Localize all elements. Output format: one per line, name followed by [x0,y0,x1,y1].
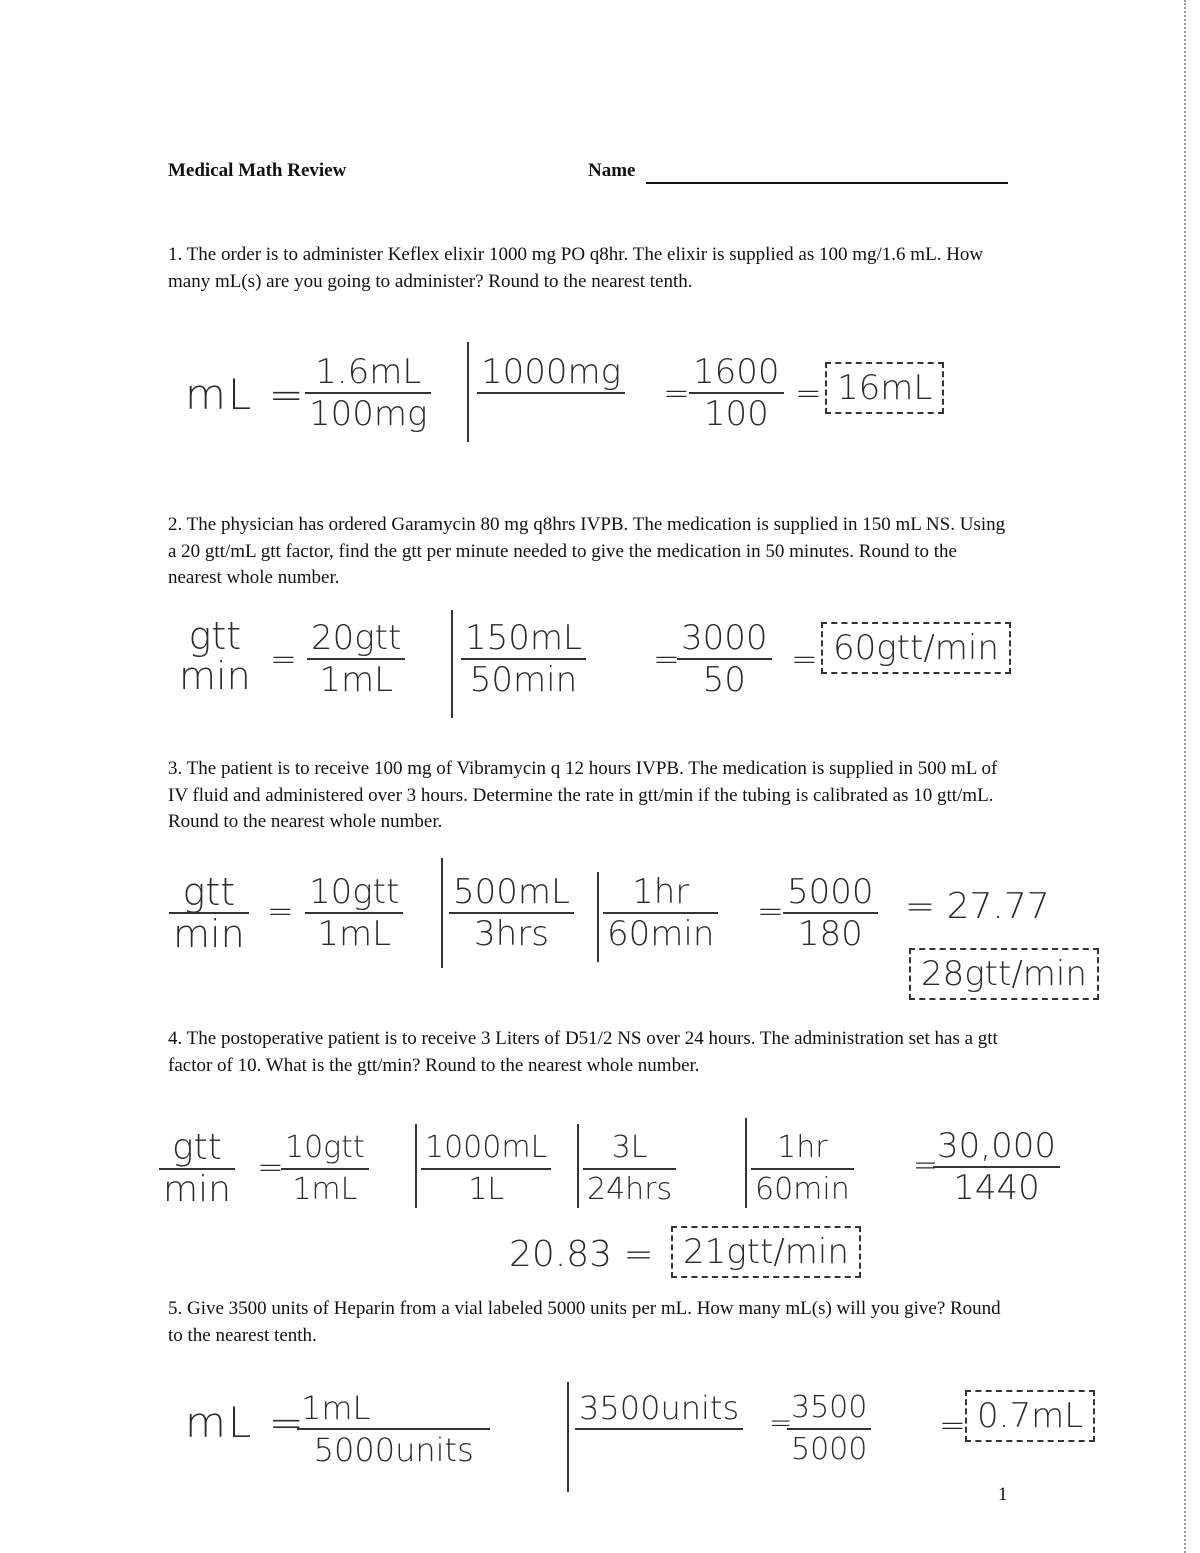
work-4-lhs [159,1128,235,1210]
work-5-fraction-1 [297,1388,490,1470]
work-4-fraction-1 [281,1128,369,1210]
work-5-f1-den: 5000units [313,1431,474,1469]
work-4-divider-2 [577,1124,579,1208]
question-4-text: 4. The postoperative patient is to receive 3 Liters of D51/2 NS over 24 hours. The administration set has a gtt factor of 10. What is the gtt/min? Round to the nearest whole number. [168,1028,998,1076]
work-1-fraction-1 [305,352,431,434]
question-5-text: 5. Give 3500 units of Heparin from a vial labeled 5000 units per mL. How many mL(s) will you give? Round to the nearest tenth. [168,1298,1001,1346]
work-2 [165,606,1125,726]
work-4-fraction-3 [583,1128,676,1210]
work-3-fraction-4 [783,872,878,954]
work-3-f4-num: 5000 [783,872,878,914]
work-3-f1-den: 1mL [317,914,392,954]
work-3-divider-1 [441,858,443,968]
work-5-fraction-2 [575,1388,743,1430]
work-3-equals-2: = [757,892,784,930]
work-2-answer-box: 60gtt/min [821,622,1011,674]
work-5-f3-den: 5000 [791,1432,868,1467]
work-4-divider-3 [745,1118,747,1208]
work-3-fraction-3 [603,872,718,954]
work-2-f1-den: 1mL [319,660,394,700]
work-2-equals-3: = [791,640,818,678]
work-4-result: 20.83 = [509,1234,654,1275]
work-4-f1-den: 1mL [292,1172,358,1207]
work-5-equals-2: = [939,1406,966,1444]
work-3-f1-num: 10gtt [305,872,403,914]
work-4-lhs-num: gtt [159,1128,235,1170]
work-1-f3-den: 100 [703,394,769,434]
work-3-lhs [169,872,249,954]
work-4-divider-1 [415,1124,417,1208]
work-2-f1-num: 20gtt [307,618,405,660]
work-5 [165,1372,1125,1492]
work-4-f4-num: 1hr [751,1128,854,1170]
work-4-f5-den: 1440 [953,1168,1040,1208]
page-number: 1 [998,1484,1008,1505]
work-4-fraction-2 [421,1128,551,1210]
work-1-lhs: mL = [185,370,306,419]
work-4-equals: = [257,1148,284,1186]
work-3-lhs-num: gtt [169,872,249,914]
work-3-result: = 27.77 [905,886,1050,927]
work-2-f3-num: 3000 [677,618,772,660]
work-4-answer-box: 21gtt/min [671,1226,861,1278]
question-3-text: 3. The patient is to receive 100 mg of Vibramycin q 12 hours IVPB. The medication is supplied in 500 mL of IV fluid and administered over 3 hours. Determine the rate in gtt/min if the tubing is calibrated as 10 gtt/mL. Round to the nearest whole number. [168,758,998,832]
worksheet-title: Medical Math Review [168,160,347,181]
work-2-f3-den: 50 [702,660,746,700]
question-1 [168,242,1008,295]
work-1-divider [467,342,469,442]
work-3-fraction-2 [449,872,574,954]
question-5 [168,1296,1008,1349]
work-5-answer-box: 0.7mL [965,1390,1095,1442]
work-1-equals-2: = [795,374,822,412]
work-1-fraction-3 [689,352,784,434]
work-1-f1-den: 100mg [309,394,428,434]
page-edge-dotted-border [1184,0,1186,1553]
work-3-answer-box: 28gtt/min [909,948,1099,1000]
work-2-equals: = [270,640,297,678]
work-3-f4-den: 180 [797,914,863,954]
work-3-f3-num: 1hr [603,872,718,914]
work-3-divider-2 [597,872,599,962]
work-4-f3-den: 24hrs [587,1172,673,1207]
work-5-divider [567,1382,569,1492]
work-2-equals-2: = [653,640,680,678]
work-3-lhs-den: min [173,912,245,956]
work-5-equals: = [769,1406,793,1439]
work-4-f1-num: 10gtt [281,1128,369,1170]
work-4-f2-num: 1000mL [421,1128,551,1170]
work-1-f3-num: 1600 [689,352,784,394]
question-2-text: 2. The physician has ordered Garamycin 80 mg q8hrs IVPB. The medication is supplied in 150 mL NS. Using a 20 gtt/mL gtt factor, find the gtt per minute needed to give the medication in 50 minutes. Round to the nearest whole number. [168,514,1006,588]
question-3 [168,756,1008,836]
work-4-equals-2: = [913,1148,939,1183]
work-3-f2-den: 3hrs [474,914,549,954]
work-2-lhs [175,616,255,696]
work-2-f2-den: 50min [469,660,578,700]
work-3 [165,858,1125,994]
work-1-answer-box: 16mL [825,362,944,414]
work-1-equals: = [663,374,690,412]
work-3-f3-den: 60min [607,914,715,954]
name-label: Name [588,160,636,181]
work-3-equals: = [267,892,294,930]
work-3-f2-num: 500mL [449,872,574,914]
work-1-fraction-2 [477,352,625,394]
work-3-fraction-1 [305,872,403,954]
work-4-fraction-5 [933,1126,1060,1208]
work-4 [165,1114,1125,1294]
work-4-f3-num: 3L [583,1128,676,1170]
work-4-f4-den: 60min [755,1172,850,1207]
work-4-fraction-4 [751,1128,854,1210]
work-2-fraction-3 [677,618,772,700]
question-1-text: 1. The order is to administer Keflex elixir 1000 mg PO q8hr. The elixir is supplied as 100 mg/1.6 mL. How many mL(s) are you going to administer? Round to the nearest tenth. [168,244,984,292]
work-4-lhs-den: min [163,1169,231,1210]
work-2-lhs-den: min [179,654,251,698]
work-2-fraction-2 [461,618,586,700]
work-2-f2-num: 150mL [461,618,586,660]
work-4-f2-den: 1L [468,1172,505,1207]
question-4 [168,1026,1008,1079]
work-2-lhs-num: gtt [188,614,242,658]
work-2-divider [451,610,453,718]
work-5-f1-num: 1mL [297,1388,490,1430]
work-1-f2-num: 1000mg [477,352,625,394]
work-5-lhs: mL = [185,1398,306,1447]
work-5-f3-num: 3500 [787,1388,871,1430]
name-blank-line[interactable] [646,182,1008,184]
work-4-f5-num: 30,000 [933,1126,1060,1168]
work-2-fraction-1 [307,618,405,700]
work-5-f2-num: 3500units [575,1388,743,1430]
header [168,160,1010,192]
work-5-fraction-3 [787,1388,871,1470]
work-1 [165,340,1125,460]
question-2 [168,512,1008,592]
work-1-f1-num: 1.6mL [305,352,431,394]
